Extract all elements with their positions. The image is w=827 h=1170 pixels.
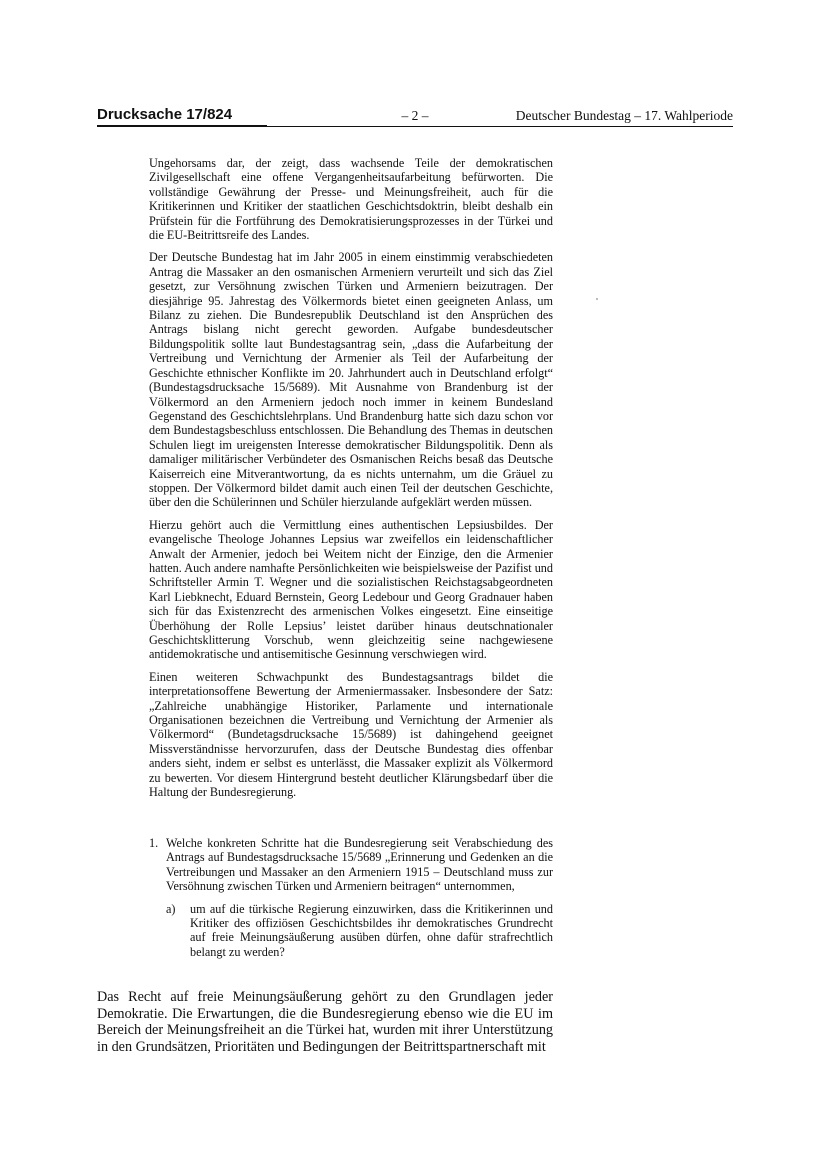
- document-number: Drucksache 17/824: [97, 106, 233, 123]
- sub-question-item: [166, 902, 553, 960]
- answer-text: [97, 989, 553, 1055]
- paragraph: Ungehorsams dar, der zeigt, dass wachsende Teile der demokratischen Zivilgesellschaft eine offene Vergangenheitsaufarbeitung befürworten. Die vollständige Gewährung der Presse- und Meinungsfreiheit, auch für die Kritikerinnen und Kritiker der staatlichen Geschichtsdoktrin, bleibt deshalb ein Prüfstein für die Fortführung des Demokratisierungsprozesses in der Türkei und die EU-Beitrittsreife des Landes.: [149, 156, 553, 243]
- question-list: [149, 836, 553, 959]
- question-number: 1.: [149, 836, 159, 850]
- sub-question-label: a): [166, 901, 176, 916]
- paragraph: Hierzu gehört auch die Vermittlung eines authentischen Lepsiusbildes. Der evangelische Theologe Johannes Lepsius war zweifellos ein leidenschaftlicher Anwalt der Armenier, jedoch bei Weitem nicht der Einzige, den die Armenier hatten. Auch andere namhafte Persönlichkeiten wie beispielsweise der Pazifist und Schriftsteller Armin T. Wegner und die sozialistischen Reichstagsabgeordneten Karl Liebknecht, Eduard Bernstein, Georg Ledebour und Georg Gradnauer haben sich für das Existenzrecht des armenischen Volkes eingesetzt. Eine einseitige Überhöhung der Rolle Lepsius’ leistet darüber hinaus deutschnationaler Geschichtsklitterung Vorschub, wenn gleichzeitig seine nachgewiesene antidemokratische und antisemitische Gesinnung verschwiegen wird.: [149, 517, 553, 662]
- scan-speck: [596, 298, 598, 300]
- question-item: [149, 836, 553, 959]
- answer-paragraph: Das Recht auf freie Meinungsäußerung gehört zu den Grundlagen jeder Demokratie. Die Erwartungen, die die Bundesregierung ebenso wie die EU im Bereich der Meinungsfreiheit an die Türkei hat, wurden mit ihrer Unterstützung in den Grundsätzen, Prioritäten und Bedingungen der Beitrittspartnerschaft mit: [97, 989, 553, 1055]
- page-header: [97, 104, 733, 128]
- sub-question-text: um auf die türkische Regierung einzuwirken, dass die Kritikerinnen und Kritiker des offiziösen Geschichtsbildes ihr demokratisches Grundrecht auf freie Meinungsäußerung ausüben dürfen, ohne dafür strafrechtlich belangt zu werden?: [190, 901, 553, 959]
- question-text: Welche konkreten Schritte hat die Bundesregierung seit Verabschiedung des Antrags auf Bundestagsdrucksache 15/5689 „Erinnerung und Gedenken an die Vertreibungen und Massaker an den Armeniern 1915 – Deutschland muss zur Versöhnung zwischen Türken und Armeniern beitragen“ unternommen,: [166, 836, 553, 894]
- preamble-text: [149, 156, 553, 807]
- publisher-label: Deutscher Bundestag – 17. Wahlperiode: [515, 108, 733, 123]
- header-rule-thick: [97, 125, 267, 127]
- header-rule-thin: [267, 126, 733, 127]
- page-number: – 2 –: [401, 108, 429, 123]
- paragraph: Einen weiteren Schwachpunkt des Bundestagsantrags bildet die interpretationsoffene Bewertung der Armeniermassaker. Insbesondere der Satz: „Zahlreiche unabhängige Historiker, Parlamente und internationale Organisationen bezeichnen die Vertreibung und Vernichtung der Armenier als Völkermord“ (Bundetagsdrucksache 15/5689) ist dahingehend geeignet Missverständnisse hervorzurufen, dass der Deutsche Bundestag dies offenbar anders sieht, indem er selbst es unterlässt, die Massaker explizit als Völkermord zu bewerten. Vor diesem Hintergrund besteht deutlicher Klärungsbedarf über die Haltung der Bundesregierung.: [149, 669, 553, 800]
- paragraph: Der Deutsche Bundestag hat im Jahr 2005 in einem einstimmig verabschiedeten Antrag die Massaker an den osmanischen Armeniern verurteilt und sich das Ziel gesetzt, zur Versöhnung zwischen Türken und Armeniern beizutragen. Der diesjährige 95. Jahrestag des Völkermords bietet einen geeigneten Anlass, um Bilanz zu ziehen. Die Bundesrepublik Deutschland ist den Ansprüchen des Antrags bislang nicht gerecht geworden. Aufgabe bundesdeutscher Bildungspolitik sollte laut Bundestagsantrag sein, „dass die Aufarbeitung der Vertreibung und Vernichtung der Armenier als Teil der Aufarbeitung der Geschichte ethnischer Konflikte im 20. Jahrhundert auch in Deutschland erfolgt“ (Bundestagsdrucksache 15/5689). Mit Ausnahme von Brandenburg ist der Völkermord an den Armeniern jedoch noch immer in keinem Bundesland Gegenstand des Geschichtslehrplans. Und Brandenburg hatte sich dazu schon vor dem Bundestagsbeschluss entschlossen. Die Behandlung des Themas in deutschen Schulen liegt im ureigensten Interesse demokratischer Bildungspolitik. Denn als damaliger militärischer Verbündeter des Osmanischen Reichs besaß das Deutsche Kaiserreich eine Mitverantwortung, da es nichts unternahm, um die Gräuel zu stoppen. Der Völkermord bildet damit auch einen Teil der deutschen Geschichte, über den die Schülerinnen und Schüler hierzulande aufgeklärt werden müssen.: [149, 250, 553, 510]
